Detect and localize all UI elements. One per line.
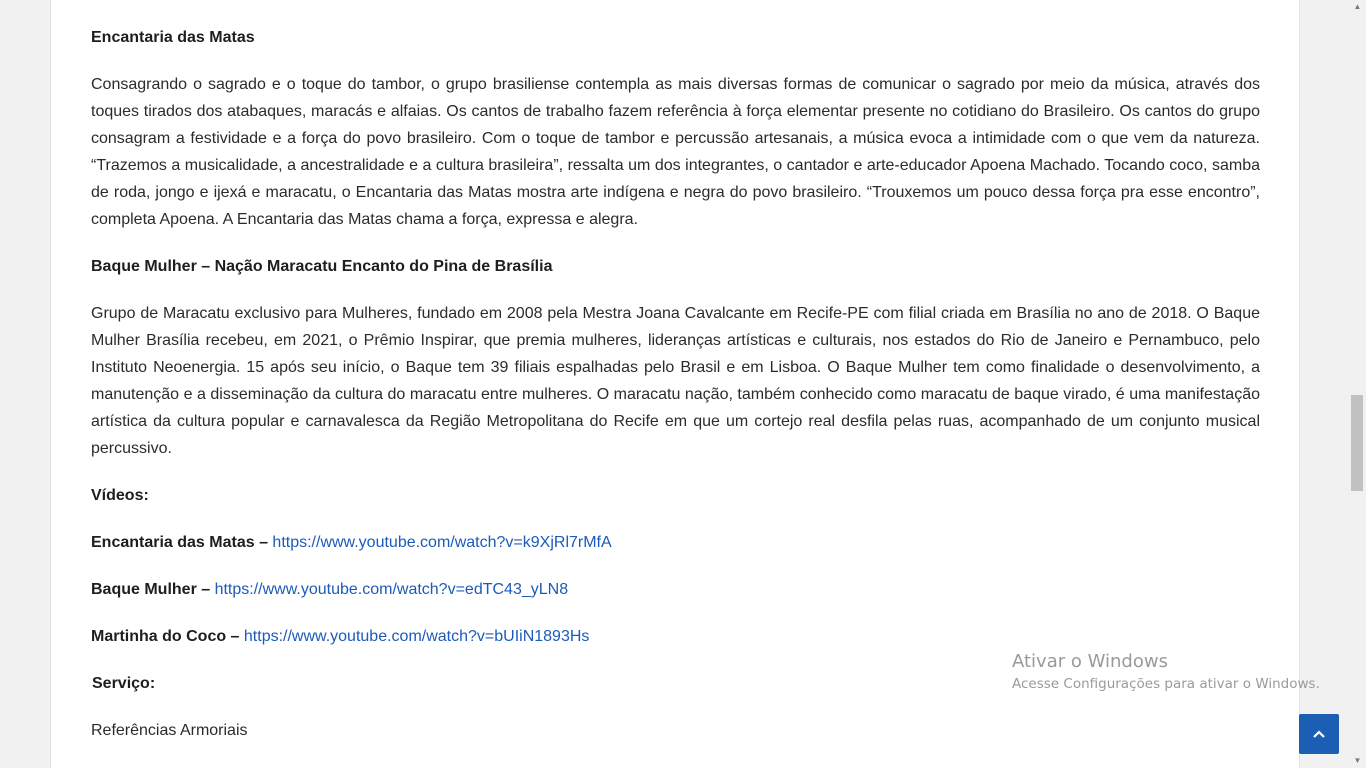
servico-heading: Serviço: [92, 675, 156, 692]
back-to-top-button[interactable] [1299, 714, 1339, 754]
video-label: Encantaria das Matas – [91, 534, 273, 551]
video-link[interactable]: https://www.youtube.com/watch?v=k9XjRl7rMfA [272, 534, 612, 551]
watermark-title: Ativar o Windows [1012, 651, 1168, 672]
section-heading-encantaria: Encantaria das Matas [91, 29, 255, 46]
section-heading-baque-mulher: Baque Mulher – Nação Maracatu Encanto do Pina de Brasília [91, 258, 553, 275]
video-label: Baque Mulher – [91, 581, 215, 598]
chevron-up-icon [1313, 730, 1325, 738]
scrollbar-thumb[interactable] [1351, 395, 1363, 491]
video-item [91, 623, 1260, 650]
windows-activation-watermark [1012, 651, 1320, 694]
scroll-up-arrow-icon[interactable]: ▲ [1353, 2, 1362, 11]
video-link[interactable]: https://www.youtube.com/watch?v=bUIiN1893Hs [243, 628, 590, 645]
video-item [91, 529, 1260, 556]
videos-heading: Vídeos: [91, 487, 149, 504]
video-item [91, 576, 1260, 603]
video-link[interactable]: https://www.youtube.com/watch?v=edTC43_yLN8 [214, 581, 569, 598]
section-body-baque-mulher: Grupo de Maracatu exclusivo para Mulheres, fundado em 2008 pela Mestra Joana Cavalcante em Recife-PE com filial criada em Brasília no ano de 2018. O Baque Mulher Brasília recebeu, em 2021, o Prêmio Inspirar, que premia mulheres, lideranças artísticas e culturais, nos estados do Rio de Janeiro e Pernambuco, pelo Instituto Neoenergia. 15 após seu início, o Baque tem 39 filiais espalhadas pelo Brasil e em Lisboa. O Baque Mulher tem como finalidade o desenvolvimento, a manutenção e a disseminação da cultura do maracatu entre mulheres. O maracatu nação, também conhecido como maracatu de baque virado, é uma manifestação artística da cultura popular e carnavalesca da Região Metropolitana do Recife em que um cortejo real desfila pelas ruas, acompanhado de um conjunto musical percussivo. [91, 305, 1260, 457]
video-label: Martinha do Coco – [91, 628, 244, 645]
section-body-encantaria: Consagrando o sagrado e o toque do tambor, o grupo brasiliense contempla as mais diversas formas de comunicar o sagrado por meio da música, através dos toques tirados dos atabaques, maracás e alfaias. Os cantos de trabalho fazem referência à força elementar presente no cotidiano do Brasileiro. Os cantos do grupo consagram a festividade e a força do povo brasileiro. Com o toque de tambor e percussão artesanais, a música evoca a intimidade com o que vem da natureza. “Trazemos a musicalidade, a ancestralidade e a cultura brasileira”, ressalta um dos integrantes, o cantador e arte-educador Apoena Machado. Tocando coco, samba de roda, jongo e ijexá e maracatu, o Encantaria das Matas mostra arte indígena e negra do povo brasileiro. “Trouxemos um pouco dessa força pra esse encontro”, completa Apoena. A Encantaria das Matas chama a força, expressa e alegra. [91, 76, 1260, 228]
servico-text: Referências Armoriais [91, 722, 248, 739]
watermark-subtitle: Acesse Configurações para ativar o Windows. [1012, 676, 1320, 692]
vertical-scrollbar[interactable] [1349, 0, 1366, 768]
scroll-down-arrow-icon[interactable]: ▼ [1353, 756, 1362, 765]
